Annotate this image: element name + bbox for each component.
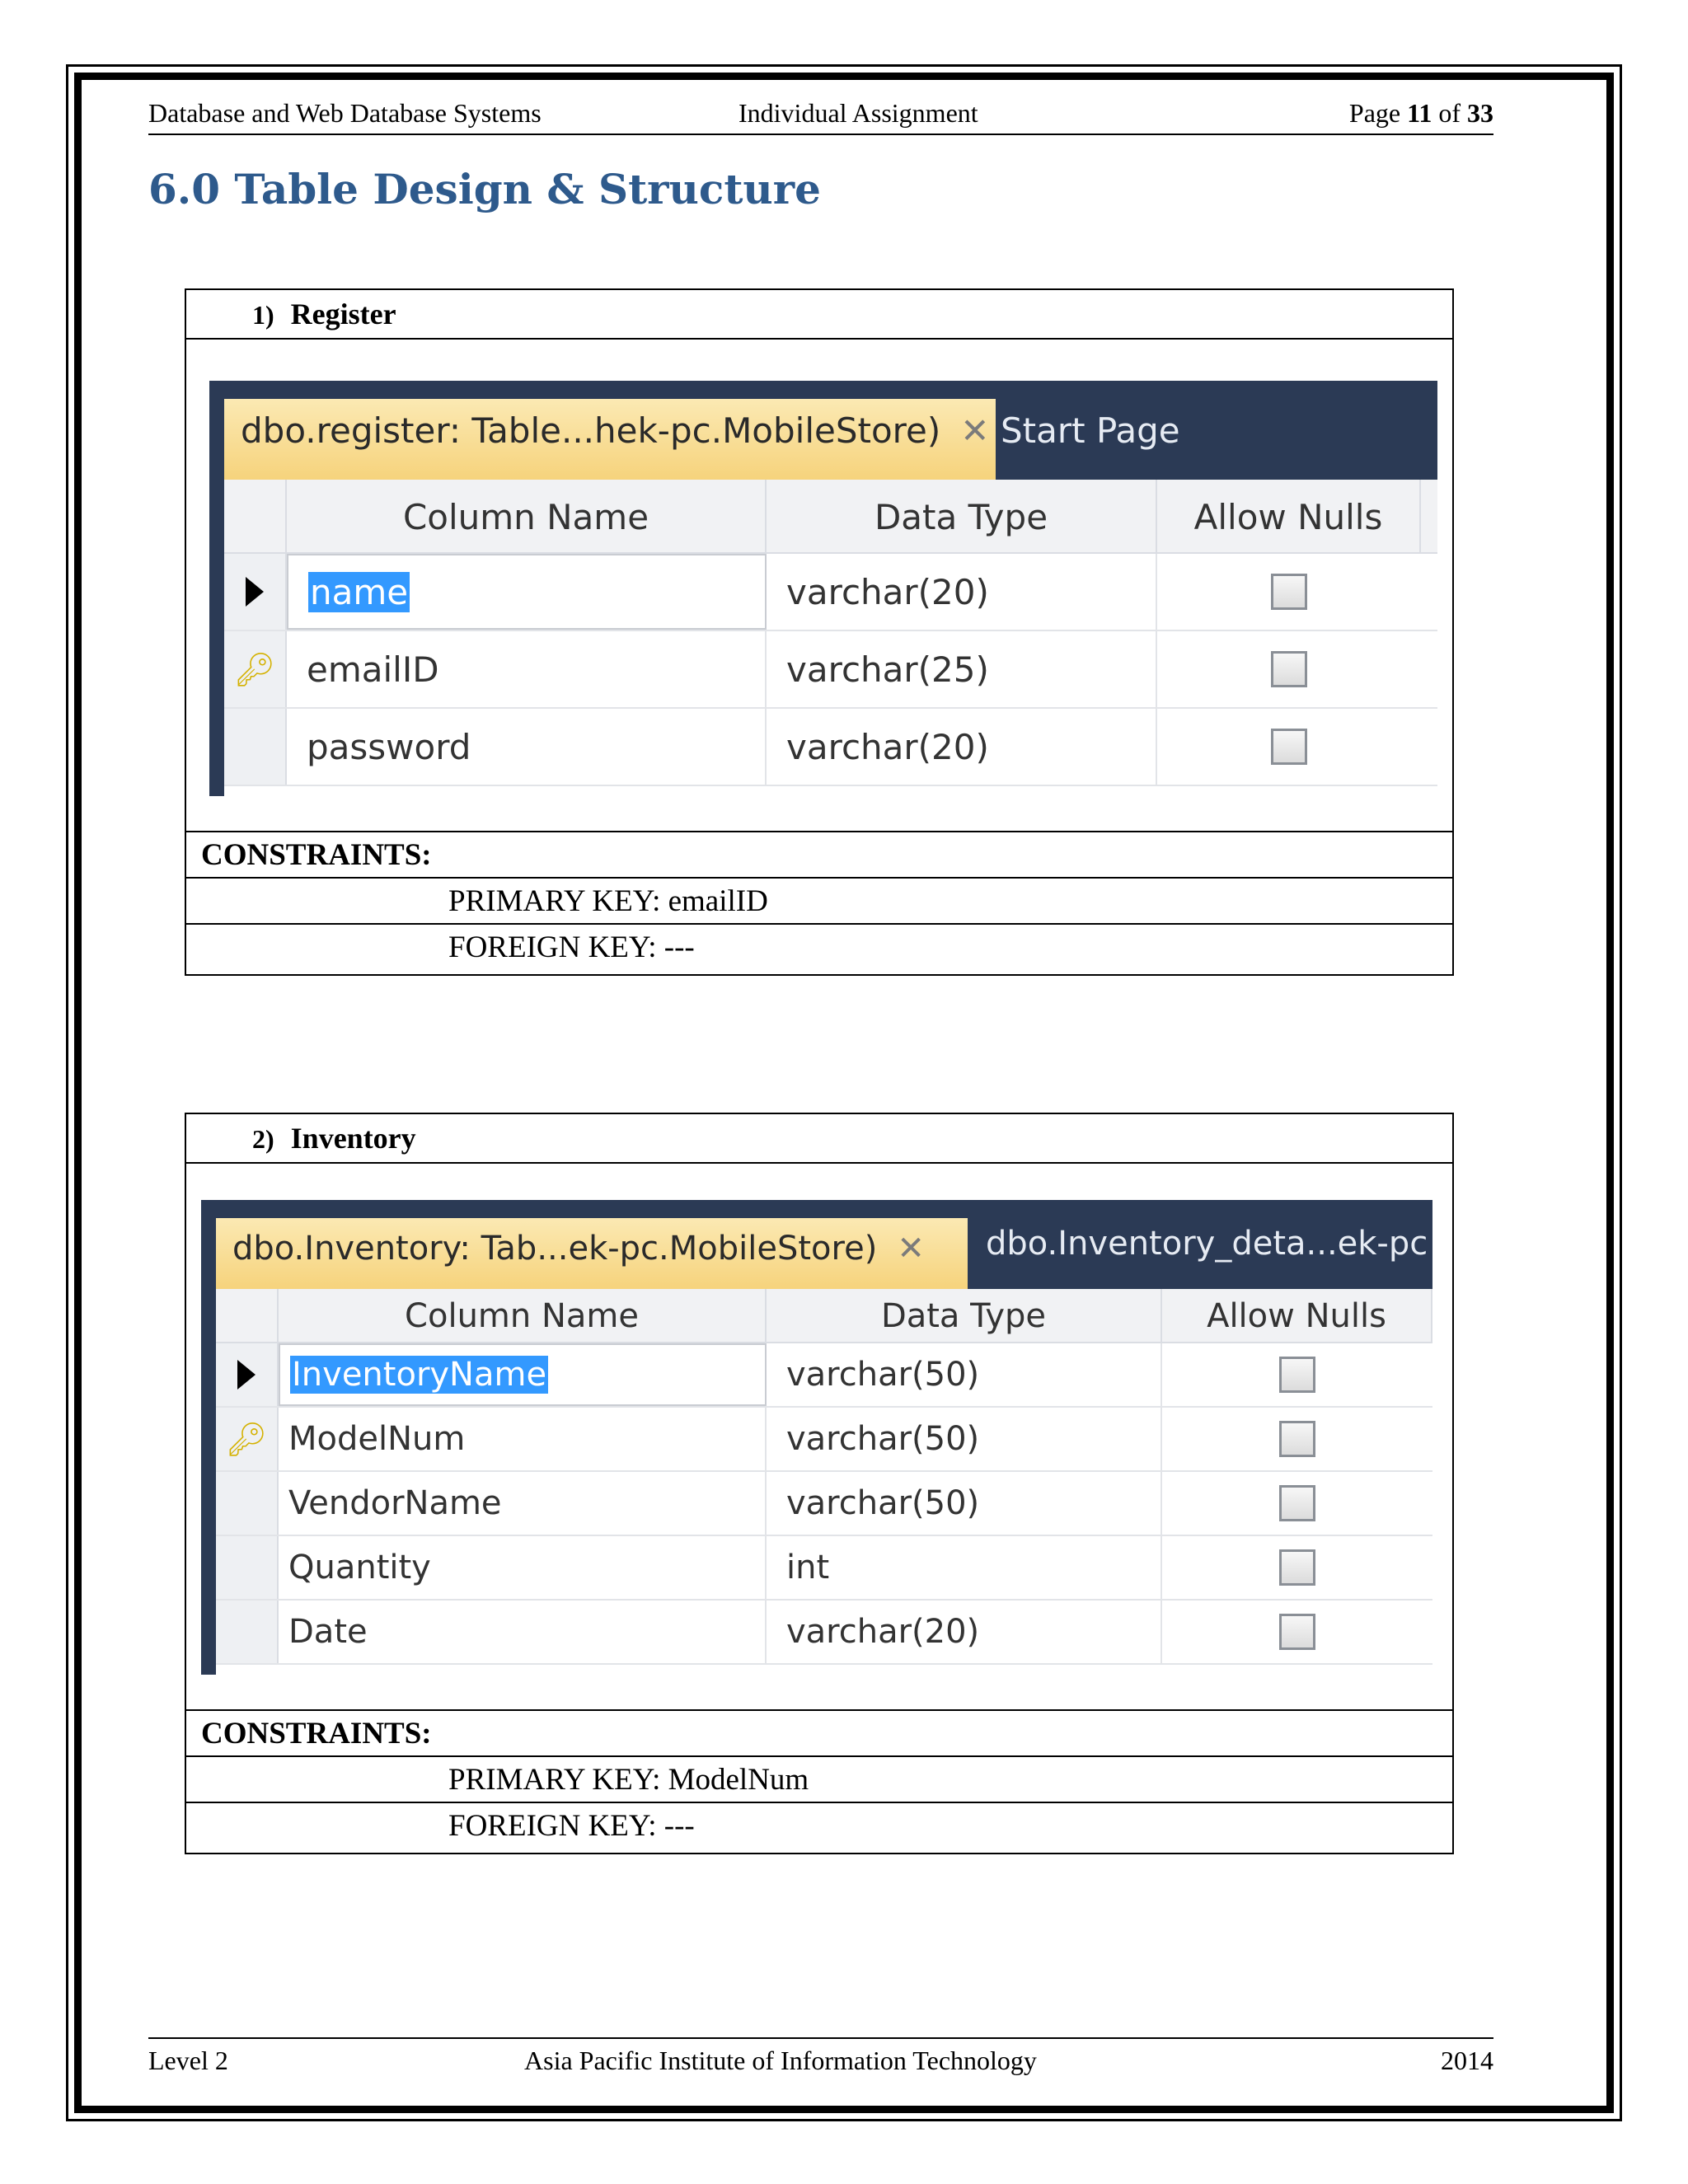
column-name-cell[interactable]: Quantity	[279, 1536, 767, 1599]
allow-nulls-cell	[1157, 709, 1421, 785]
col-header-name[interactable]: Column Name	[279, 1289, 767, 1343]
allow-nulls-cell	[1157, 631, 1421, 707]
allow-nulls-checkbox[interactable]	[1279, 1614, 1315, 1650]
screenshot-area	[186, 1164, 1452, 1711]
table-row[interactable]	[216, 1343, 1432, 1408]
current-row-arrow-icon	[237, 1360, 256, 1390]
header-assignment: Individual Assignment	[738, 98, 978, 128]
col-header-type[interactable]: Data Type	[767, 1289, 1162, 1343]
page-footer	[148, 2037, 1493, 2079]
column-name-cell[interactable]: InventoryName	[279, 1343, 767, 1406]
footer-institute: Asia Pacific Institute of Information Technology	[524, 2046, 1037, 2075]
allow-nulls-checkbox[interactable]	[1279, 1357, 1315, 1393]
allow-nulls-checkbox[interactable]	[1271, 729, 1307, 765]
data-type-cell[interactable]: varchar(20)	[767, 554, 1157, 630]
columns-grid	[224, 480, 1437, 796]
allow-nulls-cell	[1162, 1408, 1432, 1470]
allow-nulls-cell	[1162, 1536, 1432, 1599]
data-type-cell[interactable]: varchar(50)	[767, 1408, 1162, 1470]
primary-key-text: PRIMARY KEY: ModelNum	[186, 1757, 1452, 1803]
allow-nulls-checkbox[interactable]	[1279, 1485, 1315, 1521]
columns-grid	[216, 1289, 1432, 1675]
ssms-table-designer	[209, 381, 1437, 796]
column-name-cell[interactable]: Date	[279, 1601, 767, 1663]
foreign-key-text: FOREIGN KEY: ---	[448, 1809, 695, 1843]
constraints-label: CONSTRAINTS:	[186, 832, 1452, 879]
row-selector[interactable]	[224, 554, 287, 630]
tab-bar	[209, 381, 1437, 480]
row-selector[interactable]	[216, 1472, 279, 1535]
col-header-nulls[interactable]: Allow Nulls	[1162, 1289, 1432, 1343]
data-type-cell[interactable]: varchar(50)	[767, 1472, 1162, 1535]
data-type-cell[interactable]: varchar(50)	[767, 1343, 1162, 1406]
column-name-cell[interactable]: ModelNum	[279, 1408, 767, 1470]
screenshot-area	[186, 340, 1452, 832]
data-type-cell[interactable]: varchar(25)	[767, 631, 1157, 707]
primary-key-icon: 🔑︎	[225, 1420, 268, 1459]
table-row[interactable]	[216, 1536, 1432, 1601]
footer-level: Level 2	[148, 2046, 228, 2075]
footer-year: 2014	[1441, 2046, 1493, 2075]
row-selector[interactable]	[216, 1343, 279, 1406]
primary-key-text: PRIMARY KEY: emailID	[186, 879, 1452, 925]
row-selector-header	[216, 1289, 279, 1343]
grid-header-row	[224, 480, 1437, 554]
column-name-cell[interactable]: name	[287, 554, 767, 630]
tab-inventory-details[interactable]: dbo.Inventory_deta...ek-pc	[986, 1225, 1428, 1263]
tab-start-page[interactable]: Start Page	[1001, 410, 1180, 451]
allow-nulls-cell	[1162, 1343, 1432, 1406]
current-row-arrow-icon	[246, 577, 264, 607]
tab-bar	[201, 1200, 1432, 1289]
primary-key-icon: 🔑︎	[233, 650, 276, 689]
data-type-cell[interactable]: int	[767, 1536, 1162, 1599]
close-icon[interactable]: ✕	[960, 410, 990, 451]
allow-nulls-checkbox[interactable]	[1271, 574, 1307, 610]
tab-inventory-table[interactable]: dbo.Inventory: Tab...ek-pc.MobileStore) ✕	[216, 1218, 968, 1289]
data-type-cell[interactable]: varchar(20)	[767, 709, 1157, 785]
table-title: 2) Inventory	[186, 1114, 1452, 1164]
col-header-name[interactable]: Column Name	[287, 480, 767, 554]
table-box-register	[185, 288, 1454, 976]
allow-nulls-checkbox[interactable]	[1279, 1549, 1315, 1586]
table-title: 1) Register	[186, 290, 1452, 340]
row-selector-header	[224, 480, 287, 554]
row-selector[interactable]	[224, 631, 287, 707]
page-header	[148, 97, 1493, 135]
table-row[interactable]	[224, 554, 1437, 631]
constraints-label: CONSTRAINTS:	[186, 1711, 1452, 1757]
table-row[interactable]	[216, 1408, 1432, 1472]
header-page-number: Page 11 of 33	[1348, 98, 1493, 128]
table-row[interactable]	[216, 1601, 1432, 1665]
data-type-cell[interactable]: varchar(20)	[767, 1601, 1162, 1663]
allow-nulls-cell	[1162, 1472, 1432, 1535]
column-name-cell[interactable]: VendorName	[279, 1472, 767, 1535]
table-box-inventory	[185, 1113, 1454, 1854]
row-selector[interactable]	[224, 709, 287, 785]
allow-nulls-cell	[1162, 1601, 1432, 1663]
column-name-cell[interactable]: emailID	[287, 631, 767, 707]
foreign-key-text: FOREIGN KEY: ---	[448, 930, 695, 964]
grid-header-row	[216, 1289, 1432, 1343]
table-row[interactable]	[224, 709, 1437, 786]
table-row[interactable]	[224, 631, 1437, 709]
row-selector[interactable]	[216, 1601, 279, 1663]
section-title: 6.0 Table Design & Structure	[148, 165, 821, 213]
ssms-table-designer	[201, 1200, 1432, 1675]
col-header-nulls[interactable]: Allow Nulls	[1157, 480, 1421, 554]
header-course: Database and Web Database Systems	[148, 98, 542, 128]
table-row[interactable]	[216, 1472, 1432, 1536]
close-icon[interactable]: ✕	[897, 1230, 925, 1268]
col-header-type[interactable]: Data Type	[767, 480, 1157, 554]
allow-nulls-checkbox[interactable]	[1271, 651, 1307, 687]
row-selector[interactable]	[216, 1408, 279, 1470]
row-selector[interactable]	[216, 1536, 279, 1599]
tab-register-table[interactable]: dbo.register: Table...hek-pc.MobileStore) ✕	[224, 399, 996, 480]
column-name-cell[interactable]: password	[287, 709, 767, 785]
allow-nulls-checkbox[interactable]	[1279, 1421, 1315, 1457]
allow-nulls-cell	[1157, 554, 1421, 630]
